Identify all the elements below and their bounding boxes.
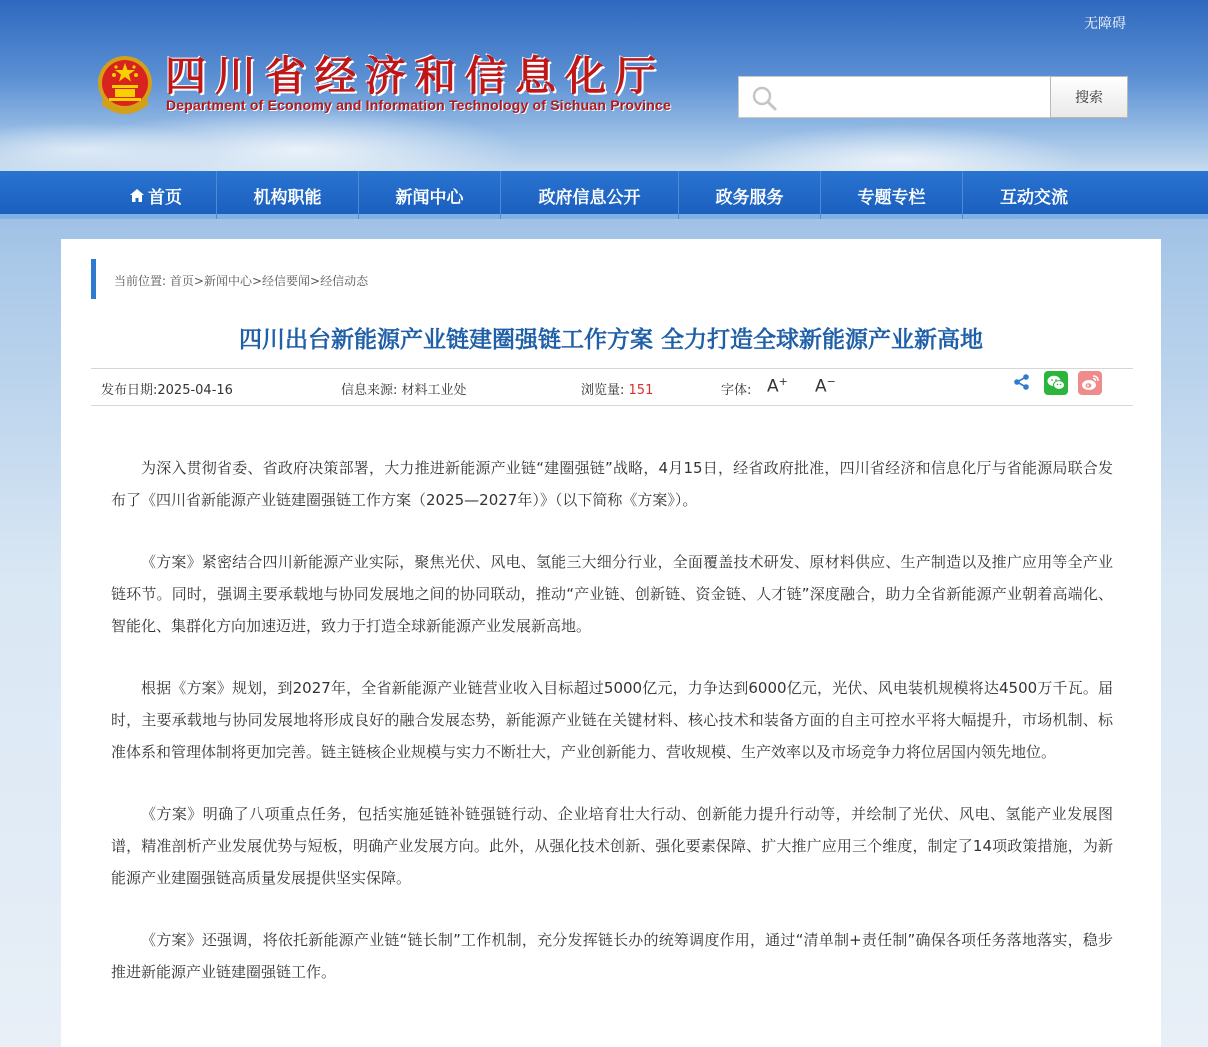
breadcrumb-link-headlines[interactable]: 经信要闻 <box>262 274 311 288</box>
breadcrumb-separator: > <box>251 274 263 288</box>
views-count: 151 <box>628 383 654 398</box>
views-label: 浏览量: <box>581 383 625 398</box>
nav-label: 政务服务 <box>715 187 784 208</box>
breadcrumb <box>114 272 368 289</box>
article-title: 四川出台新能源产业链建圈强链工作方案 全力打造全球新能源产业新高地 <box>238 327 983 353</box>
site-title-cn: 四川省经济和信息化厅 <box>165 52 665 100</box>
source-info <box>341 379 467 398</box>
weibo-icon[interactable] <box>1078 371 1102 395</box>
article-meta <box>91 368 1133 406</box>
article-paragraph: 《方案》明确了八项重点任务，包括实施延链补链强链行动、企业培育壮大行动、创新能力提升行动等，并绘制了光伏、风电、氢能产业发展图谱，精准剖析产业发展优势与短板，明确产业发展方向。此外，从强化技术创新、强化要素保障、扩大推广应用三个维度，制定了14项政策措施，为新能源产业建圈强链高质量发展提供坚实保障。 <box>111 805 1113 887</box>
search-input[interactable] <box>783 83 1043 111</box>
nav-item-organization[interactable] <box>217 171 359 219</box>
search-box <box>738 76 1050 118</box>
nav-label: 政府信息公开 <box>538 187 641 208</box>
article-container <box>61 239 1161 1047</box>
breadcrumb-accent <box>91 259 96 299</box>
publish-date: 发布日期:2025-04-16 <box>101 383 233 398</box>
article-body <box>111 452 1113 1018</box>
breadcrumb-separator: > <box>310 274 321 288</box>
nav-item-gov-info[interactable] <box>501 171 679 219</box>
nav-label: 新闻中心 <box>395 187 464 208</box>
nav-label: 首页 <box>148 187 182 208</box>
nav-label: 机构职能 <box>253 187 322 208</box>
source-value: 材料工业处 <box>401 383 467 398</box>
views-info <box>581 379 653 398</box>
nav-item-special[interactable] <box>821 171 963 219</box>
site-header <box>0 0 1208 171</box>
nav-item-home[interactable] <box>96 171 217 219</box>
wechat-icon[interactable] <box>1044 371 1068 395</box>
site-title-en: Department of Economy and Information Technology of Sichuan Province <box>166 97 671 113</box>
font-decrease-mark: − <box>826 375 836 388</box>
source-label: 信息来源: <box>341 383 398 398</box>
article-paragraph: 《方案》紧密结合四川新能源产业实际，聚焦光伏、风电、氢能三大细分行业，全面覆盖技术研发、原材料供应、生产制造以及推广应用等全产业链环节。同时，强调主要承载地与协同发展地之间的协同联动，推动“产业链、创新链、资金链、人才链”深度融合，助力全省新能源产业朝着高端化、智能化、集群化方向加速迈进，致力于打造全球新能源产业发展新高地。 <box>111 553 1113 635</box>
breadcrumb-link-home[interactable]: 首页 <box>169 274 194 288</box>
search-button[interactable]: 搜索 <box>1050 76 1128 118</box>
nav-label: 专题专栏 <box>857 187 926 208</box>
breadcrumb-link-news[interactable]: 新闻中心 <box>203 274 252 288</box>
nav-item-interaction[interactable] <box>963 171 1105 219</box>
accessibility-link[interactable]: 无障碍 <box>1084 16 1126 32</box>
breadcrumb-separator: > <box>193 274 204 288</box>
article-paragraph: 《方案》还强调，将依托新能源产业链“链长制”工作机制，充分发挥链长办的统筹调度作用，通过“清单制+责任制”确保各项任务落地落实，稳步推进新能源产业链建圈强链工作。 <box>111 931 1113 981</box>
main-nav <box>0 171 1208 219</box>
home-icon <box>130 189 144 202</box>
share-icon[interactable] <box>1013 373 1031 391</box>
font-size-label: 字体: <box>721 383 752 398</box>
nav-item-gov-service[interactable] <box>679 171 821 219</box>
breadcrumb-prefix: 当前位置: <box>114 274 170 288</box>
search-icon <box>751 85 777 111</box>
article-paragraph: 为深入贯彻省委、省政府决策部署，大力推进新能源产业链“建圈强链”战略，4月15日，经省政府批准，四川省经济和信息化厅与省能源局联合发布了《四川省新能源产业链建圈强链工作方案（2025—2027年）》（以下简称《方案》）。 <box>111 459 1113 509</box>
article-paragraph: 根据《方案》规划，到2027年，全省新能源产业链营业收入目标超过5000亿元，力争达到6000亿元，光伏、风电装机规模将达4500万千瓦。届时，主要承载地与协同发展地将形成良好的融合发展态势，新能源产业链在关键材料、核心技术和装备方面的自主可控水平将大幅提升，市场机制、标准体系和管理体制将更加完善。链主链核企业规模与实力不断壮大，产业创新能力、营收规模、生产效率以及市场竞争力将位居国内领先地位。 <box>111 679 1113 761</box>
font-increase-button[interactable] <box>767 375 788 397</box>
font-increase-letter: A <box>767 376 779 397</box>
font-increase-mark: + <box>778 375 788 388</box>
font-decrease-letter: A <box>815 376 827 397</box>
national-emblem-icon <box>96 55 154 117</box>
nav-label: 互动交流 <box>1000 187 1068 208</box>
nav-item-news-center[interactable] <box>359 171 501 219</box>
breadcrumb-link-dynamics[interactable]: 经信动态 <box>320 274 369 288</box>
font-decrease-button[interactable] <box>815 375 836 397</box>
